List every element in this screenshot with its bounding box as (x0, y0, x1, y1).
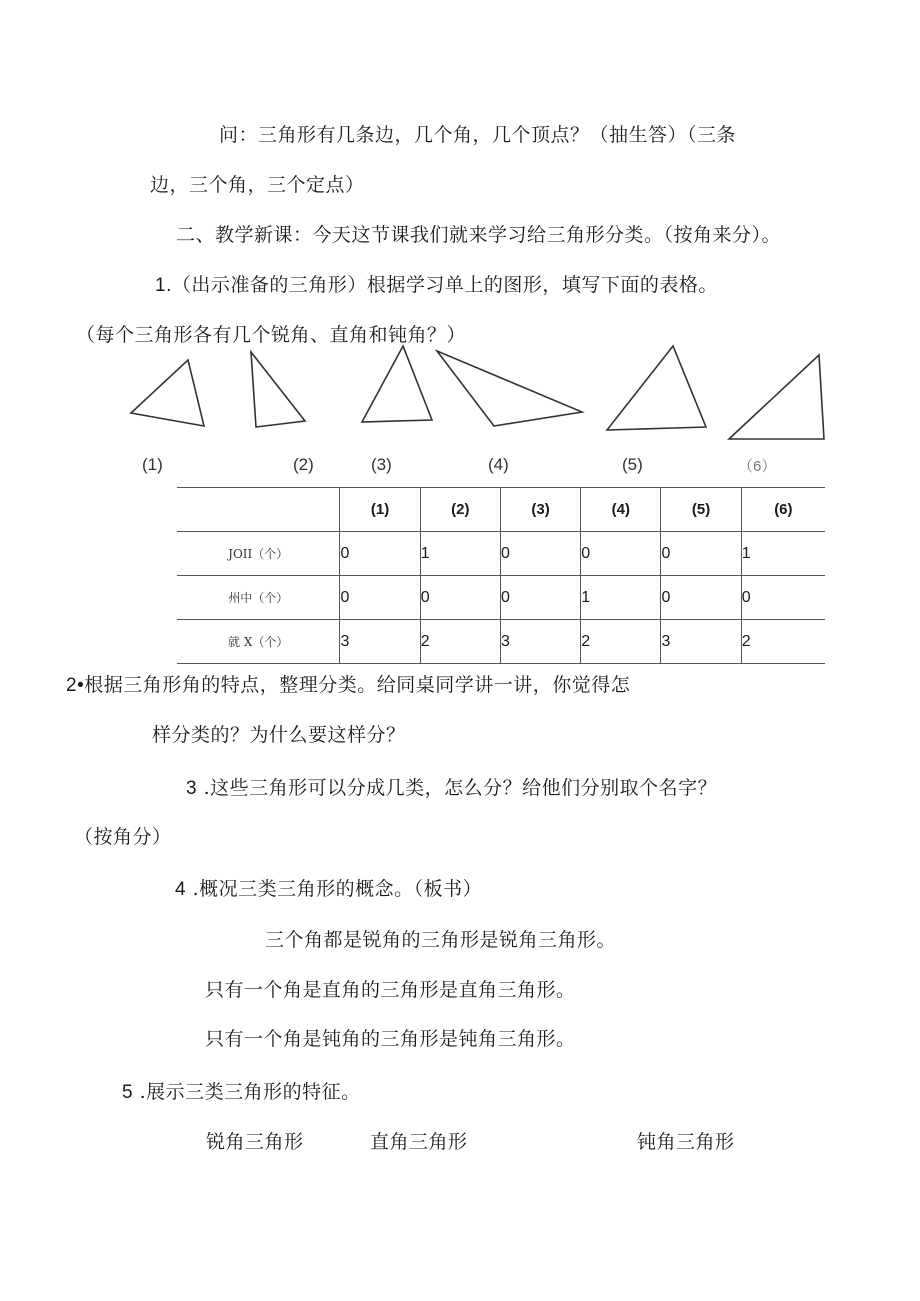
category-obtuse: 钝角三角形 (637, 1131, 735, 1153)
section-two-heading: 二、教学新课：今天这节课我们就来学习给三角形分类。（按角来分）。 (176, 224, 782, 246)
step-3-note: （按角分） (74, 826, 172, 848)
table-cell: 1 (581, 576, 661, 620)
table-header-cell: (6) (741, 488, 825, 532)
step-1 (155, 270, 718, 297)
triangle-label-6: （6） (738, 458, 777, 475)
table-cell: 1 (420, 532, 500, 576)
triangle-label-3: (3) (371, 455, 392, 474)
table-cell: 2 (741, 620, 825, 664)
category-acute: 锐角三角形 (206, 1131, 304, 1153)
table-row (177, 620, 825, 664)
step-5-text: .展示三类三角形的特征。 (139, 1081, 361, 1103)
table-cell: 0 (340, 576, 420, 620)
step-3-number: 3 (186, 778, 198, 799)
table-cell: 0 (420, 576, 500, 620)
table-cell: 1 (741, 532, 825, 576)
step-2-text: 根据三角形角的特点，整理分类。给同桌同学讲一讲，你觉得怎 (84, 674, 631, 696)
step-5 (122, 1077, 361, 1104)
table-header-row (177, 488, 825, 532)
question-answer: 边，三个角，三个定点） (150, 174, 365, 196)
step-3 (186, 773, 717, 800)
triangles-figure (0, 335, 920, 485)
table-row (177, 576, 825, 620)
definition-acute: 三个角都是锐角的三角形是锐角三角形。 (265, 929, 617, 951)
table-header-cell: (4) (581, 488, 661, 532)
step-5-number: 5 (122, 1082, 134, 1103)
triangle-label-1: (1) (142, 455, 163, 474)
table-cell: 3 (500, 620, 580, 664)
table-cell: 2 (581, 620, 661, 664)
step-1-number: 1. (155, 275, 172, 296)
table-header-cell: (3) (500, 488, 580, 532)
step-4-number: 4 (175, 879, 187, 900)
triangle-6 (729, 355, 824, 439)
step-4-text: .概况三类三角形的概念。（板书） (192, 878, 483, 900)
definition-right: 只有一个角是直角的三角形是直角三角形。 (205, 979, 576, 1001)
row-label: 州中（个） (228, 591, 289, 605)
table-header-cell: (1) (340, 488, 420, 532)
angle-count-table (177, 487, 825, 664)
step-2-continued: 样分类的？为什么要这样分？ (152, 724, 406, 746)
table-cell: 0 (500, 532, 580, 576)
triangle-label-4: (4) (488, 455, 509, 474)
step-1-question: （每个三角形各有几个锐角、直角和钝角？） (76, 324, 467, 346)
table-cell: 0 (340, 532, 420, 576)
triangle-1 (131, 360, 204, 426)
triangle-2 (251, 352, 305, 427)
table-header-cell: (5) (661, 488, 741, 532)
table-cell: 3 (661, 620, 741, 664)
table-cell: 2 (420, 620, 500, 664)
triangle-4 (437, 351, 582, 426)
step-1-text: （出示准备的三角形）根据学习单上的图形，填写下面的表格。 (171, 274, 718, 296)
table-cell: 3 (340, 620, 420, 664)
triangle-label-5: (5) (622, 455, 643, 474)
table-cell: 0 (661, 576, 741, 620)
step-2-number: 2• (66, 675, 85, 696)
row-label: JOII（个） (228, 547, 289, 561)
table-cell: 0 (500, 576, 580, 620)
step-3-text: .这些三角形可以分成几类，怎么分？给他们分别取个名字？ (203, 777, 718, 799)
table-corner-cell (177, 488, 340, 532)
table-row (177, 532, 825, 576)
step-4 (175, 874, 482, 901)
table-cell: 0 (661, 532, 741, 576)
category-right: 直角三角形 (370, 1131, 468, 1153)
triangle-3 (362, 346, 432, 422)
table-cell: 0 (741, 576, 825, 620)
question-line: 问：三角形有几条边，几个角，几个顶点？（抽生答）（三条 (219, 124, 737, 146)
triangle-label-2: (2) (293, 455, 314, 474)
row-label: 就 X（个） (228, 635, 289, 649)
table-header-cell: (2) (420, 488, 500, 532)
definition-obtuse: 只有一个角是钝角的三角形是钝角三角形。 (205, 1028, 576, 1050)
table-cell: 0 (581, 532, 661, 576)
triangle-5 (607, 346, 706, 430)
step-2 (66, 670, 630, 697)
